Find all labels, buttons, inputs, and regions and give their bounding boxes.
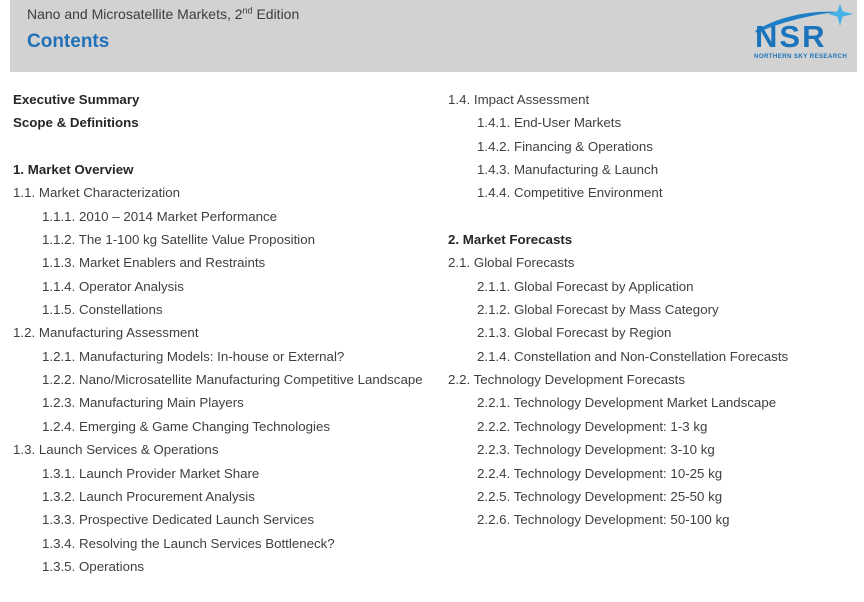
page-title: Contents [27,31,110,52]
toc-item: 1.4.4. Competitive Environment [477,185,663,201]
logo-acronym: NSR [755,19,827,54]
toc-item: 2.2.6. Technology Development: 50-100 kg [477,512,730,528]
toc-item: 1.1.3. Market Enablers and Restraints [42,255,266,271]
toc-item: 2.1. Global Forecasts [448,255,575,271]
toc-item: 1.1.2. The 1-100 kg Satellite Value Proposition [42,232,316,248]
toc-item: 2. Market Forecasts [448,232,573,248]
toc-item: 1.4.2. Financing & Operations [477,138,653,154]
toc-item: 1.3.3. Prospective Dedicated Launch Services [42,512,315,528]
toc-item: 1.3.4. Resolving the Launch Services Bottleneck? [42,535,335,551]
toc-item: 2.1.1. Global Forecast by Application [477,278,694,294]
toc-column-right [448,88,858,532]
toc-item: 2.2.3. Technology Development: 3-10 kg [477,442,715,458]
document-title [27,6,299,22]
toc-item: 1.4.1. End-User Markets [477,115,622,131]
toc-item: 1.2.1. Manufacturing Models: In-house or External? [42,348,345,364]
toc-item: 1.4.3. Manufacturing & Launch [477,162,659,178]
toc-item: 2.2.5. Technology Development: 25-50 kg [477,488,723,504]
toc-item: 2.1.2. Global Forecast by Mass Category [477,302,719,318]
toc-item: 1.1.5. Constellations [42,302,163,318]
toc-item: 1. Market Overview [13,162,134,178]
toc-item: 1.2. Manufacturing Assessment [13,325,199,341]
toc-item: 1.3.2. Launch Procurement Analysis [42,488,255,504]
four-point-star-icon [828,4,853,26]
toc-item: 2.2. Technology Development Forecasts [448,372,686,388]
toc-item: 2.2.4. Technology Development: 10-25 kg [477,465,723,481]
header-band [10,0,857,72]
toc-item: 2.2.2. Technology Development: 1-3 kg [477,418,708,434]
toc-item: 2.1.4. Constellation and Non-Constellation Forecasts [477,348,789,364]
toc-item: 1.4. Impact Assessment [448,92,590,107]
document-title-prefix: Nano and Microsatellite Markets, 2 [27,6,243,22]
toc-item: 1.2.2. Nano/Microsatellite Manufacturing Competitive Landscape [42,372,423,388]
toc-item: 1.3.5. Operations [42,558,145,574]
toc-item: 1.2.3. Manufacturing Main Players [42,395,244,411]
toc-item: 1.3. Launch Services & Operations [13,442,219,458]
toc-column-left [13,88,441,578]
toc-item: 1.2.4. Emerging & Game Changing Technologies [42,418,331,434]
toc-item: 2.1.3. Global Forecast by Region [477,325,672,341]
toc-item: 1.1. Market Characterization [13,185,181,201]
logo-tagline: NORTHERN SKY RESEARCH [754,53,848,60]
document-title-suffix: Edition [252,6,300,22]
toc-item: 1.1.1. 2010 – 2014 Market Performance [42,208,278,224]
toc-item: 1.3.1. Launch Provider Market Share [42,465,260,481]
document-title-superscript: nd [242,5,253,16]
toc-item: 2.2.1. Technology Development Market Landscape [477,395,777,411]
toc-item: Scope & Definitions [13,115,139,131]
nsr-logo [754,4,854,66]
toc-item: 1.1.4. Operator Analysis [42,278,184,294]
toc-item: Executive Summary [13,92,140,107]
